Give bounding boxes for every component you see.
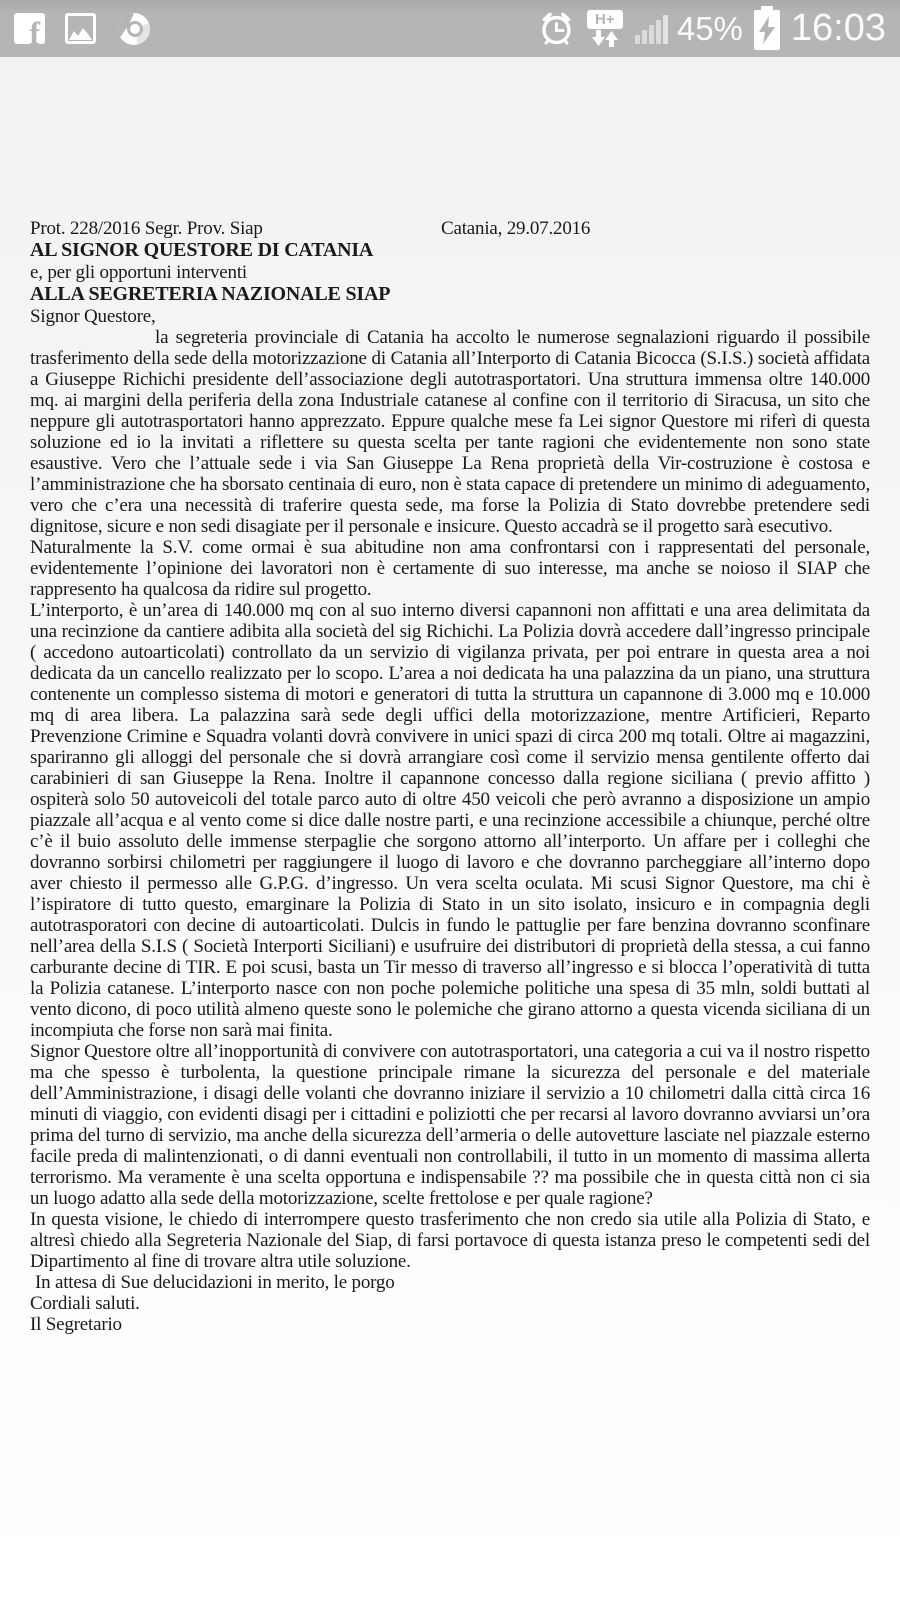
facebook-icon: f bbox=[14, 13, 45, 44]
system-indicators bbox=[538, 6, 886, 52]
protocol-row bbox=[30, 218, 870, 239]
salutation: Signor Questore, bbox=[30, 306, 156, 327]
letter-paragraph: Signor Questore oltre all’inopportunità di convivere con autotrasportatori, una categoria a cui va il nostro rispetto ma che spesso è turbolenta, la questione principale rimane la sicurezza del personale e del materiale dell’Amministrazione, i disagi delle volanti che dovranno iniziare il servizio a 10 chilometri dalla città circa 16 minuti di viaggio, con evidenti disagi per i cittadini e poliziotti che per recarsi al lavoro dovranno avviarsi un’ora prima del turno di servizio, ma anche della sicurezza dell’armeria o delle autovetture lasciate nel piazzale esterno facile preda di malintenzionati, o di danni eventuali non controllabili, il tutto in un momento di massima allerta terrorismo. Ma veramente è una scelta opportuna e indispensabile ?? ma possibile che in questa città non ci sia un luogo adatto alla sede della motorizzazione, scelte frettolose e per quale ragione? bbox=[30, 1041, 870, 1209]
letter-paragraph: la segreteria provinciale di Catania ha accolto le numerose segnalazioni riguardo il possibile trasferimento della sede della motorizzazione di Catania all’Interporto di Catania Bicocca (S.I.S.) società affidata a Giuseppe Richichi presidente dell’associazione degli autotrasportatori. Una struttura immensa oltre 140.000 mq. ai margini della periferia della zona Industriale catanese al confine con il territorio di Siracusa, un sito che neppure gli autotrasportatori hanno apprezzato. Eppure qualche mese fa Lei signor Questore mi riferì di questa soluzione ed io la invitati a riflettere su questa scelta per tante ragioni che evidentemente non sono state esaustive. Vero che l’attuale sede i via San Giuseppe La Rena proprietà della Vir-costruzione è costosa e l’amministrazione che ha sborsato centinaia di euro, non è stata capace di pretendere un minimo di adeguamento, vero che c’era una necessità di traferire questa sede, ma forse la Polizia di Stato dovrebbe pretendere sedi dignitose, sicure e non sedi disagiate per il personale e insicure. Questo accadrà se il progetto sarà esecutivo. bbox=[30, 327, 870, 537]
closing-line: In attesa di Sue delucidazioni in merito, le porgo bbox=[35, 1272, 395, 1293]
protocol-number: Prot. 228/2016 Segr. Prov. Siap bbox=[30, 218, 263, 239]
signature-line: Il Segretario bbox=[30, 1314, 122, 1335]
signal-bars-icon bbox=[635, 14, 668, 44]
recipient-questore: AL SIGNOR QUESTORE DI CATANIA bbox=[30, 239, 374, 261]
battery-charging-icon bbox=[752, 6, 782, 52]
letter-paragraph: In questa visione, le chiedo di interrompere questo trasferimento che non credo sia utile alla Polizia di Stato, e altresì chiedo alla Segreteria Nazionale del Siap, di farsi portavoce di questa istanza preso le competenti sedi del Dipartimento al fine di trovare altra utile soluzione. bbox=[30, 1209, 870, 1272]
gallery-icon bbox=[65, 13, 96, 44]
mobile-data-icon bbox=[584, 10, 626, 47]
recipient-segreteria: ALLA SEGRETERIA NAZIONALE SIAP bbox=[30, 283, 391, 305]
letter-paragraph: L’interporto, è un’area di 140.000 mq con al suo interno diversi capannoni non affittati e una area delimitata da una recinzione da cantiere adibita alla società del sig Richichi. La Polizia dovrà accedere dall’ingresso principale ( accedono autoarticolati) controllato da un servizio di vigilanza privata, per poi entrare in questa area a noi dedicata da un cancello realizzato per lo scopo. L’area a noi dedicata ha una palazzina da un piano, una struttura contenente un complesso sistema di motori e generatori di tutta la struttura un capannone di 3.000 mq e 10.000 mq di area libera. La palazzina sarà sede degli uffici della motorizzazione, mentre Artificieri, Reparto Prevenzione Crimine e Squadra volanti dovrà convivere in unici spazi di circa 200 mq totali. Oltre ai magazzini, spariranno gli alloggi del personale che si dovrà arrangiare così come il servizio mensa gentilente offerto dai carabinieri di san Giuseppe la Rena. Inoltre il capannone concesso dalla regione siciliana ( previo affitto ) ospiterà solo 50 autoveicoli del totale parco auto di oltre 450 veicoli che però avranno a disposizione un ampio piazzale all’acqua e al vento come si dice dalle nostre parti, e una recinzione accessibile a chiunque, perché oltre c’è il buio assoluto delle immense sterpaglie che sorgono attorno all’interporto. Un affare per i colleghi che dovranno sorbirsi chilometri per raggiungere il luogo di lavoro e che dovranno parcheggiare all’interno dopo aver chiesto il permesso alle G.P.G. d’ingresso. Un vera scelta oculata. Mi scusi Signor Questore, ma chi è l’ispiratore di tutto questo, emarginare la Polizia di Stato in un sito isolato, insicuro e in compagnia degli autotrasporatori con decine di autoarticolati. Dulcis in fundo le pattuglie per fare benzina dovranno sconfinare nell’area della S.I.S ( Società Interporti Siciliani) e usufruire dei distributori di proprietà della stessa, a cui fanno carburante decine di TIR. E poi scusi, basta un Tir messo di traverso all’ingresso e si blocca l’operatività di tutta la Polizia catanese. L’interporto nasce con non poche polemiche politiche una spesa di 35 mln, soldi buttati al vento dicono, di poco utilità almeno queste sono le polemiche che girano attorno a questa vicenda siciliana di un incompiuta che forse non sarà mai finita. bbox=[30, 600, 870, 1041]
letter-document[interactable] bbox=[0, 57, 900, 1335]
alarm-clock-icon bbox=[538, 10, 575, 47]
letter-paragraph: Naturalmente la S.V. come ormai è sua abitudine non ama confrontarsi con i rappresentati del personale, evidentemente l’opinione dei lavoratori non è certamente di suo interesse, ma anche se noioso il SIAP che rappresento ha qualcosa da ridire sul progetto. bbox=[30, 537, 870, 600]
battery-percent: 45% bbox=[676, 9, 743, 47]
status-bar bbox=[0, 0, 900, 57]
notification-icons bbox=[14, 11, 152, 47]
closing-salute: Cordiali saluti. bbox=[30, 1293, 140, 1314]
chrome-icon bbox=[116, 11, 152, 47]
place-date: Catania, 29.07.2016 bbox=[441, 218, 591, 239]
cc-intro-line: e, per gli opportuni interventi bbox=[30, 262, 247, 283]
status-clock: 16:03 bbox=[790, 7, 886, 49]
data-mode-label: H+ bbox=[587, 10, 623, 29]
